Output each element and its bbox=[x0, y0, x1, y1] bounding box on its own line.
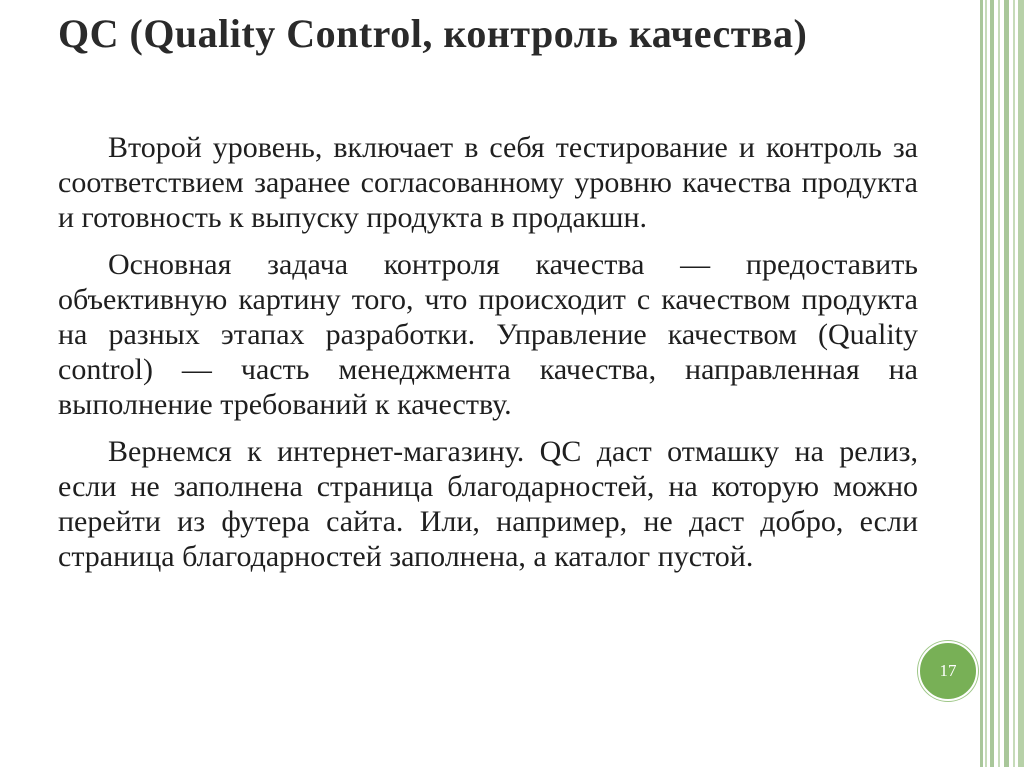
page-number-badge bbox=[918, 641, 978, 701]
paragraph-3: Вернемся к интернет-магазину. QC даст отмашку на релиз, если не заполнена страница благодарностей, на которую можно перейти из футера сайта. Или, например, не даст добро, если страница благодарностей заполнена, а каталог пустой. bbox=[58, 435, 918, 573]
border-stripe bbox=[980, 0, 983, 767]
slide-body bbox=[58, 130, 918, 586]
border-stripe bbox=[998, 0, 1000, 767]
border-stripe bbox=[1013, 0, 1015, 767]
border-stripe bbox=[1018, 0, 1024, 767]
paragraph-1: Второй уровень, включает в себя тестирование и контроль за соответствием заранее согласованному уровню качества продукта и готовность к выпуску продукта в продакшн. bbox=[58, 131, 918, 234]
border-stripe bbox=[985, 0, 987, 767]
slide-title: QC (Quality Control, контроль качества) bbox=[58, 11, 808, 56]
page-number: 17 bbox=[939, 661, 957, 680]
border-stripe bbox=[1004, 0, 1009, 767]
paragraph-2: Основная задача контроля качества — предоставить объективную картину того, что происходит с качеством продукта на разных этапах разработки. Управление качеством (Quality control) — часть менеджмента качества, направленная на выполнение требований к качеству. bbox=[58, 248, 918, 421]
decorative-border bbox=[980, 0, 1024, 767]
border-stripe bbox=[990, 0, 994, 767]
